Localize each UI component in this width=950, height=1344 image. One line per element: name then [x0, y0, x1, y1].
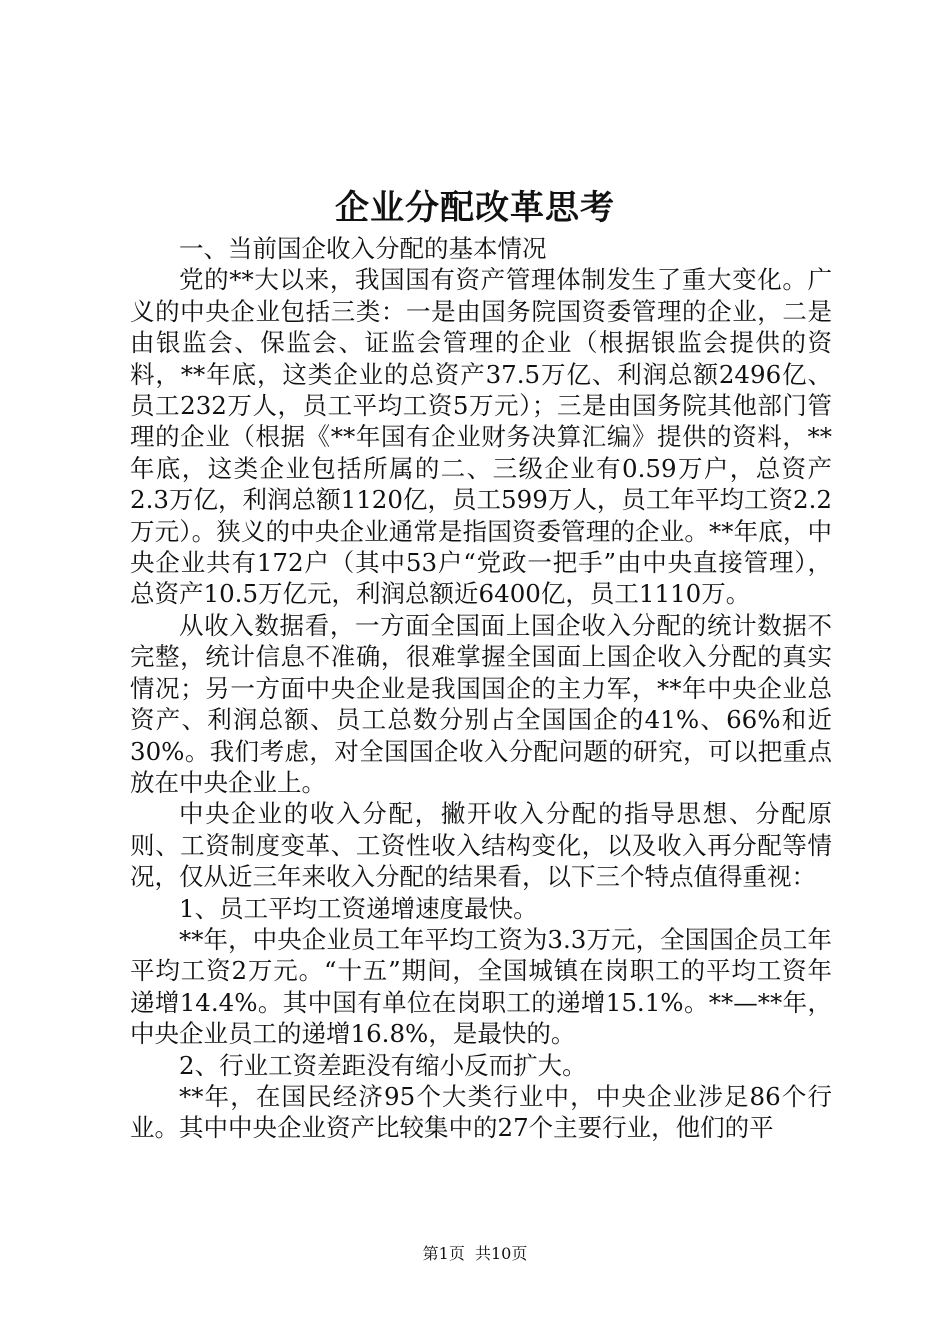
paragraph: 中央企业的收入分配，撇开收入分配的指导思想、分配原则、工资制度变革、工资性收入结构变化，以及收入再分配等情况，仅从近三年来收入分配的结果看，以下三个特点值得重视： [130, 799, 832, 892]
document-body [130, 233, 832, 1144]
paragraph: 从收入数据看，一方面全国面上国企收入分配的统计数据不完整，统计信息不准确，很难掌握全国面上国企收入分配的真实情况；另一方面中央企业是我国国企的主力军，**年中央企业总资产、利润总额、员工总数分别占全国国企的41%、66%和近30%。我们考虑，对全国国企收入分配问题的研究，可以把重点放在中央企业上。 [130, 610, 832, 797]
subsection-heading: 1、员工平均工资递增速度最快。 [179, 893, 538, 923]
paragraph: **年，中央企业员工年平均工资为3.3万元，全国国企员工年平均工资2万元。“十五”期间，全国城镇在岗职工的平均工资年递增14.4%。其中国有单位在岗职工的递增15.1%。**—**年，中央企业员工的递增16.8%，是最快的。 [130, 924, 832, 1049]
page-footer: 第1页 共10页 [422, 1244, 528, 1263]
paragraph: 党的**大以来，我国国有资产管理体制发生了重大变化。广义的中央企业包括三类：一是由国务院国资委管理的企业，二是由银监会、保监会、证监会管理的企业（根据银监会提供的资料，**年底，这类企业的总资产37.5万亿、利润总额2496亿、员工232万人，员工平均工资5万元）；三是由国务院其他部门管理的企业（根据《**年国有企业财务决算汇编》提供的资料，**年底，这类企业包括所属的二、三级企业有0.59万户，总资产2.3万亿，利润总额1120亿，员工599万人，员工年平均工资2.2万元）。狭义的中央企业通常是指国资委管理的企业。**年底，中央企业共有172户（其中53户“党政一把手”由中央直接管理），总资产10.5万亿元，利润总额近6400亿，员工1110万。 [130, 265, 832, 609]
section-heading: 一、当前国企收入分配的基本情况 [179, 234, 547, 263]
paragraph: **年，在国民经济95个大类行业中，中央企业涉足86个行业。其中中央企业资产比较集中的27个主要行业，他们的平 [130, 1081, 832, 1143]
page-title: 企业分配改革思考 [335, 188, 615, 228]
subsection-heading: 2、行业工资差距没有缩小反而扩大。 [179, 1050, 587, 1080]
